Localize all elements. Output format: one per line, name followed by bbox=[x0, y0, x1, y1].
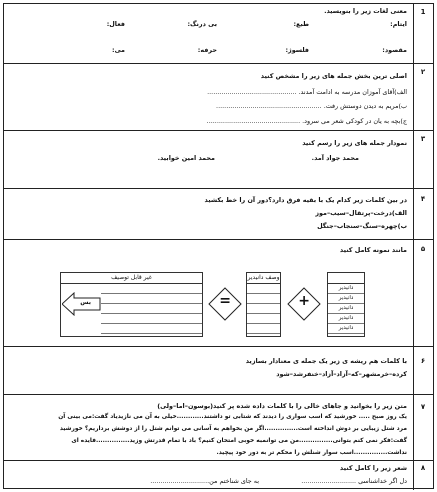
box-cell bbox=[101, 284, 202, 294]
question-2-row bbox=[4, 64, 433, 131]
word-item: فعال: bbox=[106, 20, 125, 28]
word-group: ب)چهره–سنگ–سنجاب–جنگل bbox=[317, 222, 407, 230]
box-header: وصف دانیدیر bbox=[247, 273, 280, 284]
word-item: طبع: bbox=[293, 20, 309, 28]
question-number: 1 bbox=[420, 8, 426, 16]
example-box-right bbox=[327, 272, 365, 337]
box-cell bbox=[101, 324, 202, 334]
question-content bbox=[8, 131, 409, 188]
box-cell: دانیدیر bbox=[328, 294, 364, 304]
box-cell: دانیدیر bbox=[328, 304, 364, 314]
box-cell bbox=[247, 304, 280, 314]
question-content bbox=[8, 240, 409, 346]
exam-sheet bbox=[3, 3, 434, 489]
box-header: غیر قابل توصیف bbox=[61, 273, 202, 284]
question-number: ۲ bbox=[420, 68, 426, 76]
word-list: کرده–خرمشهر–که–آزاد–آزاد–خنفرشد–شود bbox=[276, 370, 407, 378]
question-content bbox=[8, 461, 409, 490]
question-title: متن زیر را بخوانید و جاهای خالی را با کلمات داده شده پر کنید(بوسون–اما–ولی) bbox=[157, 402, 407, 410]
question-number: ۷ bbox=[420, 403, 426, 411]
question-content bbox=[8, 395, 409, 460]
plus-sign: + bbox=[298, 293, 310, 309]
question-content bbox=[8, 4, 409, 63]
sentence-item: محمد امین خوابید. bbox=[157, 154, 215, 162]
passage-line: مرد شتل زیبایی بر دوش انداخته است...............اگر من بخواهم به آسانی می توانم شتل را از دوشش برداریم؟ خورشید bbox=[59, 426, 407, 432]
word-item: حرفه: bbox=[197, 46, 217, 54]
equals-sign: = bbox=[219, 293, 231, 309]
poem-line: دل اگر خداشناسی ........................... bbox=[301, 477, 407, 485]
box-cell bbox=[101, 314, 202, 324]
word-item: فلسوژ: bbox=[285, 46, 309, 54]
question-3-row bbox=[4, 131, 433, 189]
question-title: نمودار جمله های زیر را رسم کنید bbox=[302, 139, 407, 147]
question-8-row bbox=[4, 461, 433, 490]
number-column bbox=[413, 347, 433, 394]
answer-line: ب)مریم به دیدن دوستش رفت. .................................................... bbox=[216, 102, 407, 110]
question-title: اصلی ترین بخش جمله های زیر را مشخص کنید bbox=[260, 72, 407, 80]
question-1-row bbox=[4, 4, 433, 64]
word-item: بی درنگ: bbox=[187, 20, 217, 28]
box-cell: دانیدیر bbox=[328, 324, 364, 334]
box-cell bbox=[247, 324, 280, 334]
question-number: ۸ bbox=[420, 464, 426, 472]
question-title: با کلمات هم ریشه ی زیر یک جمله ی معنادار بسازید bbox=[245, 357, 407, 365]
word-group: الف)درخت–پرتقال–سیب–موز bbox=[315, 209, 407, 217]
question-7-row bbox=[4, 395, 433, 461]
question-number: ۳ bbox=[420, 135, 426, 143]
word-item: مقصود: bbox=[382, 46, 407, 54]
question-5-row bbox=[4, 240, 433, 347]
question-number: ۴ bbox=[420, 195, 426, 203]
question-number: ۵ bbox=[420, 245, 426, 253]
question-number: ۶ bbox=[420, 357, 426, 365]
box-cell bbox=[247, 294, 280, 304]
box-cell bbox=[101, 294, 202, 304]
sentence-item: محمد جواد آمد. bbox=[311, 154, 359, 162]
word-item: می: bbox=[112, 46, 125, 54]
number-column bbox=[413, 240, 433, 346]
word-item: ایتام: bbox=[390, 20, 407, 28]
question-title: معنی لغات زیر را بنویسید. bbox=[324, 7, 407, 15]
question-title: در بین کلمات زیر کدام یک با بقیه فرق دارد؟دور آن را خط بکشید bbox=[204, 196, 407, 204]
passage-line: نداشت...............اسب سوار شنلش را محکم تر به دور خود پیچید. bbox=[216, 450, 407, 456]
example-box-middle bbox=[246, 272, 281, 337]
question-6-row bbox=[4, 347, 433, 395]
box-header bbox=[328, 273, 364, 284]
box-cell bbox=[101, 304, 202, 314]
question-content bbox=[8, 189, 409, 239]
box-cell bbox=[247, 284, 280, 294]
box-cell bbox=[247, 314, 280, 324]
question-title: شعر زیر را کامل کنید bbox=[339, 464, 407, 472]
box-cell: دانیدیر bbox=[328, 284, 364, 294]
question-4-row bbox=[4, 189, 433, 240]
question-content bbox=[8, 347, 409, 394]
arrow-label: بس bbox=[80, 299, 91, 306]
answer-line: الف)آقای آموزان مدرسه به ادامت آمدند. ............................................ bbox=[207, 88, 407, 96]
answer-line: ج)بچه به یان در کودکی شعر می سرود. .............................................. bbox=[206, 117, 407, 125]
passage-line: گفت:فکر نمی کنم بتوانی...............من می توانمبه خوبی امتحان کنیم؟ باد با تمام قدرتش وزید...............فایده ای bbox=[71, 438, 407, 444]
passage-line: یک روز صبح ..... خورشید که اسب سواری را دیدند که شتابی تو داشتند............خیلی به آن می نازیدیاد گفت:می بینی آن bbox=[58, 414, 407, 420]
question-title: مانند نمونه کامل کنید bbox=[339, 246, 407, 254]
poem-line: به جای شناختم من............................. bbox=[150, 477, 259, 485]
question-content bbox=[8, 64, 409, 130]
box-cell: دانیدیر bbox=[328, 314, 364, 324]
